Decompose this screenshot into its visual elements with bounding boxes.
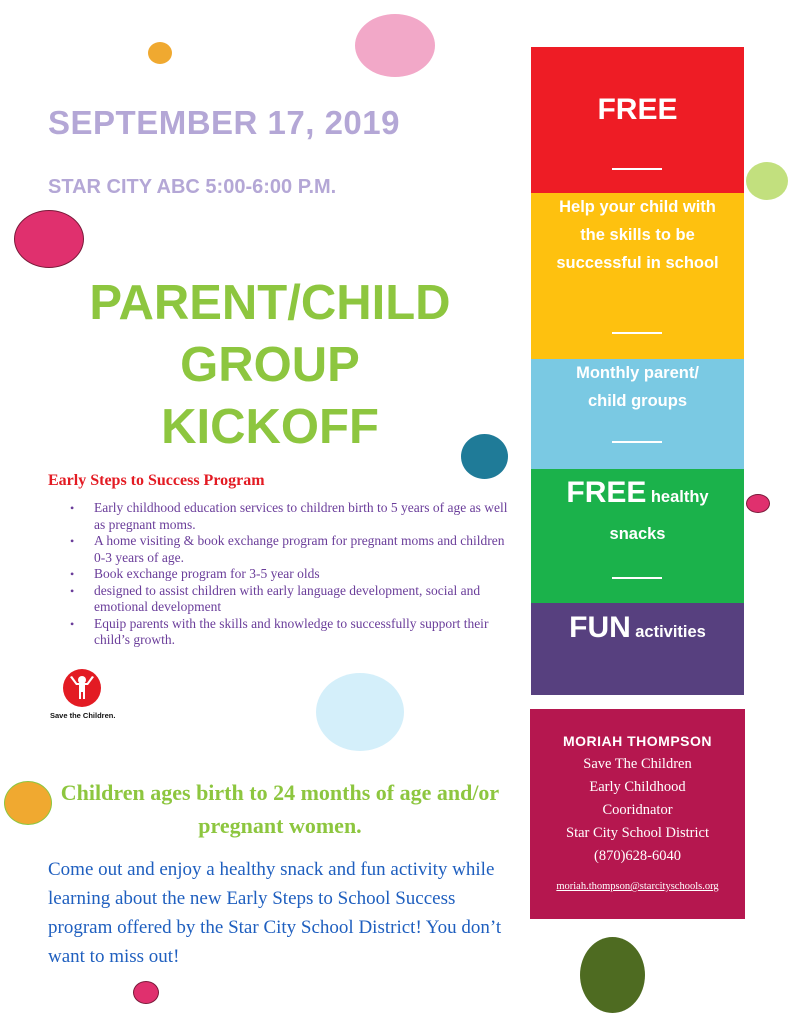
- decorative-dot-pink-top: [355, 14, 435, 77]
- decorative-dot-orange-top: [148, 42, 172, 64]
- title-line-2: GROUP: [180, 338, 360, 392]
- decorative-dot-lightblue: [316, 673, 404, 751]
- invitation-text: Come out and enjoy a healthy snack and fun activity while learning about the new Early Steps to School Success program offered by the Star City School District! You don’t want to miss out!: [48, 859, 502, 967]
- band-snacks-text: [541, 475, 734, 553]
- list-item: • Early childhood education services to children birth to 5 years of age as well as pregnant moms.: [70, 500, 510, 533]
- decorative-dot-olive-bottom: [580, 937, 645, 1013]
- decorative-dot-green-right: [746, 162, 788, 200]
- list-item: • A home visiting & book exchange program for pregnant moms and children 0-3 years of age.: [70, 533, 510, 566]
- event-date: SEPTEMBER 17, 2019: [48, 104, 400, 141]
- band-monthly: [531, 359, 744, 469]
- band-free: [531, 47, 744, 193]
- contact-district: Star City School District: [566, 825, 709, 841]
- contact-role-line-1: Early Childhood: [589, 779, 686, 795]
- list-item: • Book exchange program for 3-5 year olds: [70, 566, 510, 583]
- band-snacks: [531, 469, 744, 603]
- band-help-label: Help your child with the skills to be successful in school: [556, 198, 719, 272]
- decorative-dot-magenta-left: [14, 210, 84, 268]
- divider: [612, 168, 662, 170]
- list-item: • Equip parents with the skills and knowledge to successfully support their child’s growth.: [70, 616, 510, 649]
- decorative-dot-orange-left: [4, 781, 52, 825]
- band-monthly-label: Monthly parent/ child groups: [576, 364, 699, 410]
- band-snacks-small: healthy snacks: [609, 488, 709, 543]
- contact-role-line-2: Cooridnator: [602, 802, 673, 818]
- band-free-label: FREE: [597, 93, 678, 126]
- event-location-time: STAR CITY ABC 5:00-6:00 P.M.: [48, 176, 337, 198]
- list-item: • designed to assist children with early language development, social and emotional development: [70, 583, 510, 616]
- info-sidebar: [531, 47, 744, 695]
- page-title: [30, 272, 510, 458]
- band-fun: [531, 603, 744, 695]
- save-the-children-icon: [62, 668, 102, 708]
- band-fun-big: FUN: [569, 611, 631, 644]
- contact-org: Save The Children: [583, 756, 692, 772]
- band-fun-small: activities: [635, 623, 706, 641]
- save-the-children-logo: [50, 668, 122, 720]
- eligibility-text: Children ages birth to 24 months of age and/or pregnant women.: [60, 780, 500, 838]
- divider: [612, 332, 662, 334]
- decorative-dot-magenta-bottom: [133, 981, 159, 1004]
- contact-email-link[interactable]: moriah.thompson@starcityschools.org: [556, 881, 719, 892]
- program-heading: Early Steps to Success Program: [48, 472, 265, 489]
- contact-phone: (870)628-6040: [594, 848, 681, 864]
- decorative-dot-magenta-small-right: [746, 494, 770, 513]
- contact-card: [530, 709, 745, 919]
- title-line-3: KICKOFF: [161, 400, 379, 454]
- program-bullet-list: [70, 500, 510, 649]
- divider: [612, 577, 662, 579]
- divider: [612, 441, 662, 443]
- band-fun-text: [531, 611, 744, 645]
- logo-caption: Save the Children.: [50, 711, 116, 720]
- band-snacks-big: FREE: [566, 476, 647, 509]
- title-line-1: PARENT/CHILD: [89, 276, 451, 330]
- contact-name: MORIAH THOMPSON: [562, 733, 713, 749]
- band-help: [531, 193, 744, 359]
